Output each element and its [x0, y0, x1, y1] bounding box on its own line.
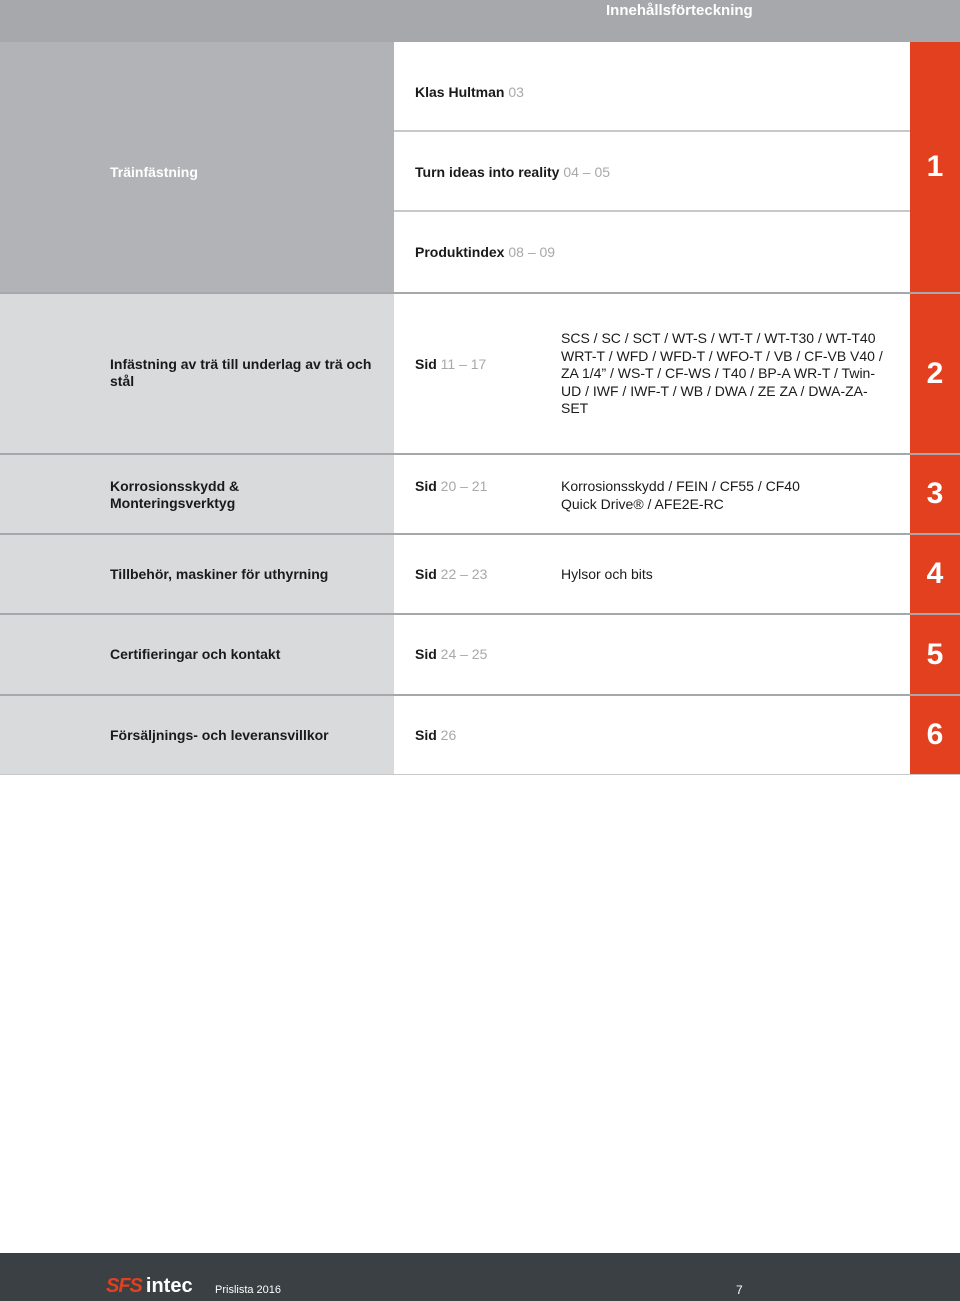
- page-range: 11 – 17: [440, 356, 487, 372]
- row-content-panel: [394, 696, 910, 774]
- header-bar: [0, 0, 960, 42]
- page-range: 26: [440, 727, 457, 743]
- sid-label: Sid: [415, 646, 437, 662]
- toc-entry-label: Produktindex: [415, 244, 505, 260]
- toc-entry-pages: 08 – 09: [508, 244, 556, 260]
- chapter-tab-6[interactable]: 6: [910, 696, 960, 774]
- toc-entry-pages: 03: [508, 84, 524, 100]
- footer-label: Prislista 2016: [215, 1284, 282, 1296]
- toc-row-4: [0, 535, 960, 613]
- divider: [0, 774, 960, 775]
- sfs-intec-logo: [106, 1275, 193, 1298]
- row-description: SCS / SC / SCT / WT-S / WT-T / WT-T30 / WT-T40 WRT-T / WFD / WFD-T / WFO-T / VB / CF-VB V40 / ZA 1/4” / WS-T / CF-WS / T40 / BP-A WR-T / Twin-UD / IWF / IWF-T / WB / DWA / ZE ZA / DWA-ZA-SET: [561, 330, 883, 416]
- toc-entry-produktindex[interactable]: [415, 244, 555, 260]
- chapter-tab-2[interactable]: 2: [910, 294, 960, 453]
- chapter-tab-5[interactable]: 5: [910, 615, 960, 694]
- chapter-tab-3[interactable]: 3: [910, 455, 960, 533]
- toc-row-5: [0, 615, 960, 694]
- section-title: Träinfästning: [110, 164, 198, 180]
- page-number: 7: [736, 1283, 743, 1297]
- chapter-tab-1[interactable]: 1: [910, 42, 960, 292]
- page-range: 22 – 23: [440, 566, 488, 582]
- section-label-panel: [0, 42, 394, 292]
- sid-label: Sid: [415, 727, 437, 743]
- toc-entry-turn-ideas[interactable]: [415, 164, 610, 180]
- page-range: 24 – 25: [440, 646, 488, 662]
- logo-sfs-text: SFS: [106, 1275, 142, 1297]
- row-title: Infästning av trä till underlag av trä och stål: [110, 356, 372, 389]
- sid-label: Sid: [415, 356, 437, 372]
- row-title: Försäljnings- och leveransvillkor: [110, 727, 329, 743]
- toc-entry-label: Turn ideas into reality: [415, 164, 560, 180]
- row-page-ref[interactable]: [415, 478, 487, 494]
- page-range: 20 – 21: [440, 478, 488, 494]
- logo-intec-text: intec: [145, 1275, 193, 1297]
- row-description: Korrosionsskydd / FEIN / CF55 / CF40 Quick Drive® / AFE2E-RC: [561, 478, 800, 512]
- sid-label: Sid: [415, 566, 437, 582]
- toc-row-3: [0, 455, 960, 533]
- row-page-ref[interactable]: [415, 566, 487, 582]
- chapter-tab-4[interactable]: 4: [910, 535, 960, 613]
- toc-entry-klas-hultman[interactable]: [415, 84, 524, 100]
- toc-entry-label: Klas Hultman: [415, 84, 505, 100]
- row-page-ref[interactable]: [415, 356, 486, 372]
- sid-label: Sid: [415, 478, 437, 494]
- row-title: Korrosionsskydd & Monteringsverktyg: [110, 478, 240, 511]
- row-title: Tillbehör, maskiner för uthyrning: [110, 566, 329, 582]
- divider: [394, 130, 910, 132]
- divider: [394, 210, 910, 212]
- toc-row-2: [0, 294, 960, 453]
- page-title: Innehållsförteckning: [606, 2, 753, 19]
- toc-row-6: [0, 696, 960, 774]
- section-traifastning: [0, 42, 960, 292]
- row-title: Certifieringar och kontakt: [110, 646, 281, 662]
- row-page-ref[interactable]: [415, 646, 487, 662]
- toc-entry-pages: 04 – 05: [563, 164, 611, 180]
- row-page-ref[interactable]: [415, 727, 456, 743]
- row-description: Hylsor och bits: [561, 566, 653, 582]
